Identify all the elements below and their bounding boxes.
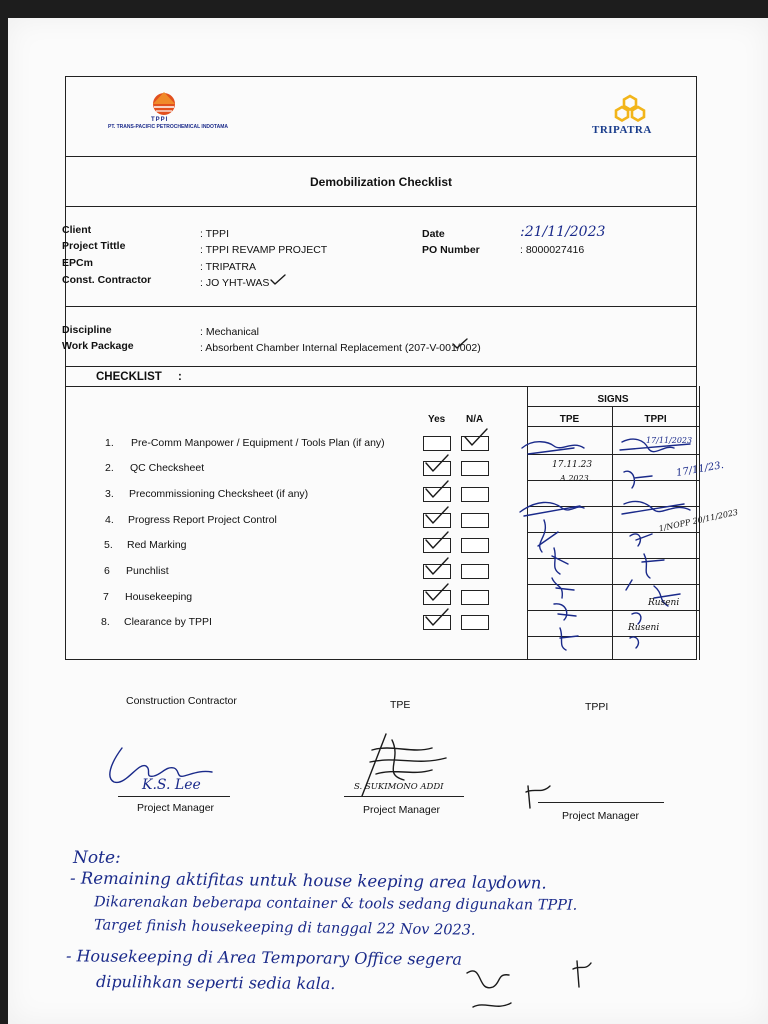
po-label: PO Number xyxy=(422,244,480,256)
divider xyxy=(65,386,697,387)
tripatra-logo xyxy=(612,94,648,122)
na-column-label: N/A xyxy=(466,414,484,425)
signs-grid-row xyxy=(527,426,699,427)
yes-column-label: Yes xyxy=(428,414,446,425)
checklist-item-number: 7 xyxy=(103,591,109,603)
tppi-logo xyxy=(148,92,180,120)
na-checkbox[interactable] xyxy=(461,590,489,605)
checklist-item-number: 4. xyxy=(105,514,114,526)
checklist-item-text: Precommissioning Checksheet (if any) xyxy=(129,488,309,500)
epcm-value: : TRIPATRA xyxy=(200,261,257,273)
document-page xyxy=(8,18,768,1024)
contractor-role: Project Manager xyxy=(137,802,215,814)
contractor-signature-title: Construction Contractor xyxy=(126,695,237,707)
tpe-handwritten-date: 17.11.23 xyxy=(552,460,593,470)
checklist-item-number: 1. xyxy=(105,437,114,449)
checklist-item-number: 6 xyxy=(104,565,110,577)
checklist-item-text: Clearance by TPPI xyxy=(124,616,212,628)
na-checkbox[interactable] xyxy=(461,615,489,630)
client-value: : TPPI xyxy=(200,228,229,240)
signs-grid-row xyxy=(527,406,699,407)
checklist-item-number: 5. xyxy=(104,539,113,551)
signature-line xyxy=(344,796,464,797)
project-label: Project Tittle xyxy=(62,240,126,252)
tppi-handwritten-date-1: 17/11/2023 xyxy=(646,436,693,445)
note-line-2: Dikarenakan beberapa container & tools sedang digunakan TPPI. xyxy=(93,894,578,914)
checklist-item-text: QC Checksheet xyxy=(130,462,205,474)
divider xyxy=(65,306,697,307)
checklist-item-text: Progress Report Project Control xyxy=(128,514,277,526)
tppi-signature-title: TPPI xyxy=(585,701,609,713)
discipline-label: Discipline xyxy=(62,324,112,336)
tpe-signatory-name: S. SUKIMONO ADDI xyxy=(354,782,444,792)
checklist-item-text: Red Marking xyxy=(127,539,187,551)
yes-checkbox[interactable] xyxy=(423,436,451,451)
checklist-item-number: 8. xyxy=(101,616,110,628)
page-title: Demobilization Checklist xyxy=(309,175,453,189)
checklist-heading: CHECKLIST xyxy=(96,371,162,383)
divider xyxy=(65,206,697,207)
tppi-company-name: PT. TRANS-PACIFIC PETROCHEMICAL INDOTAMA xyxy=(108,124,228,130)
na-checkbox[interactable] xyxy=(461,513,489,528)
contractor-name: K.S. Lee xyxy=(142,777,201,793)
checklist-item-text: Housekeeping xyxy=(125,591,193,603)
check-mark-icon xyxy=(424,480,450,500)
discipline-value: : Mechanical xyxy=(200,326,259,338)
note-line-4: - Housekeeping di Area Temporary Office segera xyxy=(65,946,463,969)
check-mark-icon xyxy=(452,338,468,350)
tppi-handwritten-name-7: Ruseni xyxy=(648,598,680,608)
tppi-handwritten-name-8: Ruseni xyxy=(628,623,660,633)
divider xyxy=(65,366,697,367)
check-mark-icon xyxy=(463,428,489,448)
tppi-logo-abbr: TPPI xyxy=(151,117,169,123)
divider xyxy=(65,156,697,157)
check-mark-icon xyxy=(424,531,450,551)
tppi-column-label: TPPI xyxy=(644,414,667,425)
workpackage-value: : Absorbent Chamber Internal Replacement (207-V-001/002) xyxy=(200,342,481,354)
po-value: : 8000027416 xyxy=(520,244,585,256)
tppi-role: Project Manager xyxy=(562,810,640,822)
note-line-5: dipulihkan seperti sedia kala. xyxy=(95,971,336,994)
na-checkbox[interactable] xyxy=(461,461,489,476)
checklist-item-number: 2. xyxy=(105,462,114,474)
note-label: Note: xyxy=(73,848,121,868)
project-value: : TPPI REVAMP PROJECT xyxy=(200,244,328,256)
tppi-signature-drawing xyxy=(520,782,560,812)
date-value: :21/11/2023 xyxy=(520,224,606,240)
check-mark-icon xyxy=(424,506,450,526)
checklist-item-text: Pre-Comm Manpower / Equipment / Tools Plan (if any) xyxy=(131,437,385,449)
contractor-label: Const. Contractor xyxy=(62,274,152,286)
client-label: Client xyxy=(62,224,92,236)
check-mark-icon xyxy=(424,454,450,474)
note-line-1: - Remaining aktifitas untuk house keeping area laydown. xyxy=(69,868,547,893)
tpe-signature-title: TPE xyxy=(390,699,411,711)
note-line-3: Target finish housekeeping di tanggal 22 Nov 2023. xyxy=(93,917,476,939)
na-checkbox[interactable] xyxy=(461,564,489,579)
signature-line xyxy=(118,796,230,797)
na-checkbox[interactable] xyxy=(461,538,489,553)
check-mark-icon xyxy=(270,274,286,286)
checklist-colon: : xyxy=(178,371,182,383)
tppi-handwritten-date-2: 17/11/23. xyxy=(675,459,725,480)
check-mark-icon xyxy=(424,557,450,577)
checklist-item-number: 3. xyxy=(105,488,114,500)
checklist-item-text: Punchlist xyxy=(126,565,169,577)
note-initials-drawing xyxy=(453,953,593,1018)
contractor-value: : JO YHT-WAS xyxy=(200,277,270,289)
check-mark-icon xyxy=(424,608,450,628)
epcm-label: EPCm xyxy=(62,257,93,269)
tpe-role: Project Manager xyxy=(363,804,441,816)
signs-label: SIGNS xyxy=(597,394,629,405)
tpe-column-label: TPE xyxy=(559,414,580,425)
signature-line xyxy=(538,802,664,803)
workpackage-label: Work Package xyxy=(62,340,134,352)
date-label: Date xyxy=(422,228,445,240)
tppi-handwritten-date-4: 1/NOPP 20/11/2023 xyxy=(657,507,739,534)
tripatra-name: TRIPATRA xyxy=(592,124,652,136)
na-checkbox[interactable] xyxy=(461,487,489,502)
tpe-handwritten-date-b: A.2023. xyxy=(560,474,592,483)
check-mark-icon xyxy=(424,583,450,603)
